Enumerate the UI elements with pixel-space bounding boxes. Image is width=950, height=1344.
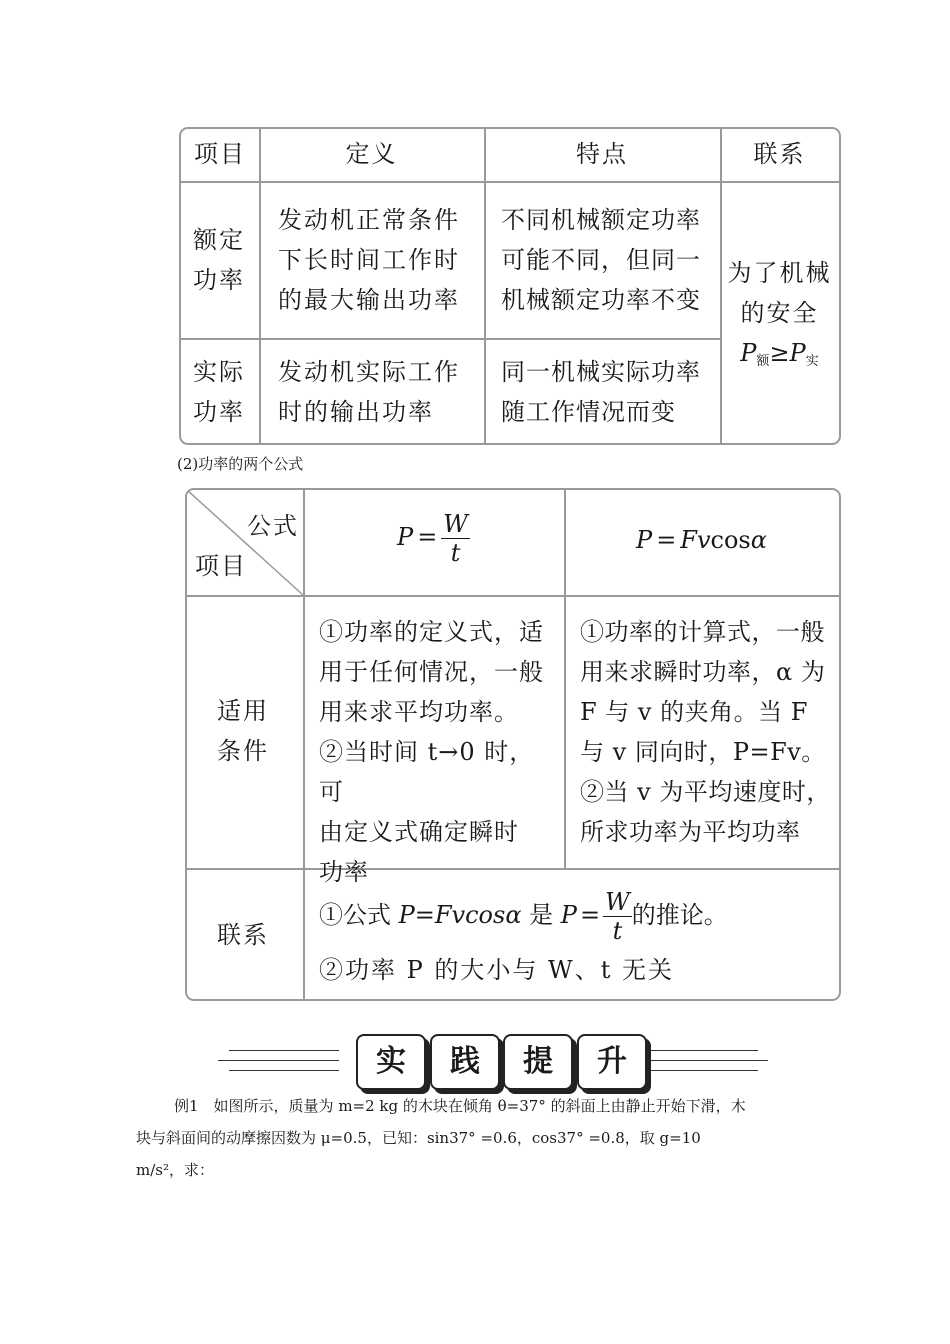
- banner-rule-right: [650, 1050, 758, 1051]
- condition-label: 适用 条件: [217, 697, 269, 765]
- banner-rule-left: [229, 1070, 339, 1071]
- header-relation: 联系: [753, 140, 806, 168]
- power-inequality: $P_额\ge P_实$: [740, 339, 819, 369]
- rated-power-feature: 不同机械额定功率 可能不同，但同一 机械额定功率不变: [501, 206, 701, 314]
- diag-header-item: 项目: [195, 552, 247, 580]
- example-line-2: 块与斜面间的动摩擦因数为 μ=0.5，已知：sin37° =0.6，cos37° =0.8，取 g=10: [136, 1129, 701, 1147]
- header-item: 项目: [194, 140, 246, 168]
- row-divider: [181, 181, 839, 183]
- banner-rule-right: [650, 1070, 758, 1071]
- rated-power-definition: 发动机正常条件 下长时间工作时 的最大输出功率: [278, 206, 460, 314]
- relation-label: 联系: [217, 921, 269, 949]
- relation-cell: 为了机械 的安全 $P_额\ge P_实$: [720, 253, 839, 382]
- header-definition: 定义: [345, 140, 398, 168]
- relation-line-1: ①公式 P=Fvcosα 是 P = $\frac{W}{t}$ 的推论。: [319, 888, 728, 945]
- actual-power-feature: 同一机械实际功率 随工作情况而变: [501, 358, 701, 426]
- relation-line-2: ②功率 P 的大小与 W、t 无关: [319, 956, 674, 984]
- banner-char-1: 实: [356, 1034, 426, 1090]
- example-line-1: 例1 如图所示，质量为 m=2 kg 的木块在倾角 θ=37° 的斜面上由静止开始下滑，木: [174, 1097, 746, 1115]
- example-line-3: m/s²，求：: [136, 1161, 214, 1179]
- section-caption: (2)功率的两个公式: [177, 455, 304, 473]
- banner-char-3: 提: [503, 1034, 573, 1090]
- condition-average-formula: ①功率的定义式，适 用于任何情况，一般 用来求平均功率。 ②当时间 t→0 时，可 由定义式确定瞬时 功率: [319, 618, 544, 886]
- condition-instant-formula: ①功率的计算式，一般 用来求瞬时功率，α 为 F 与 v 的夹角。当 F 与 v 同向时，P=Fv。 ②当 v 为平均速度时， 所求功率为平均功率: [580, 618, 831, 846]
- actual-power-definition: 发动机实际工作 时的输出功率: [278, 358, 460, 426]
- actual-power-label: 实际 功率: [193, 358, 245, 426]
- banner-char-4: 升: [577, 1034, 647, 1090]
- banner-rule-right: [650, 1060, 768, 1061]
- formula-average-power: P = $\frac{W}{t}$: [397, 510, 468, 567]
- banner-char-2: 践: [430, 1034, 500, 1090]
- power-formula-table: [185, 488, 841, 1001]
- diag-header-formula: 公式: [247, 512, 299, 540]
- row-divider: [181, 338, 720, 340]
- header-feature: 特点: [576, 140, 628, 168]
- banner-rule-left: [218, 1060, 339, 1061]
- formula-instant-power: P = Fvcosα: [636, 526, 767, 554]
- power-comparison-table: [179, 127, 841, 445]
- banner-rule-left: [229, 1050, 339, 1051]
- rated-power-label: 额定 功率: [193, 226, 245, 294]
